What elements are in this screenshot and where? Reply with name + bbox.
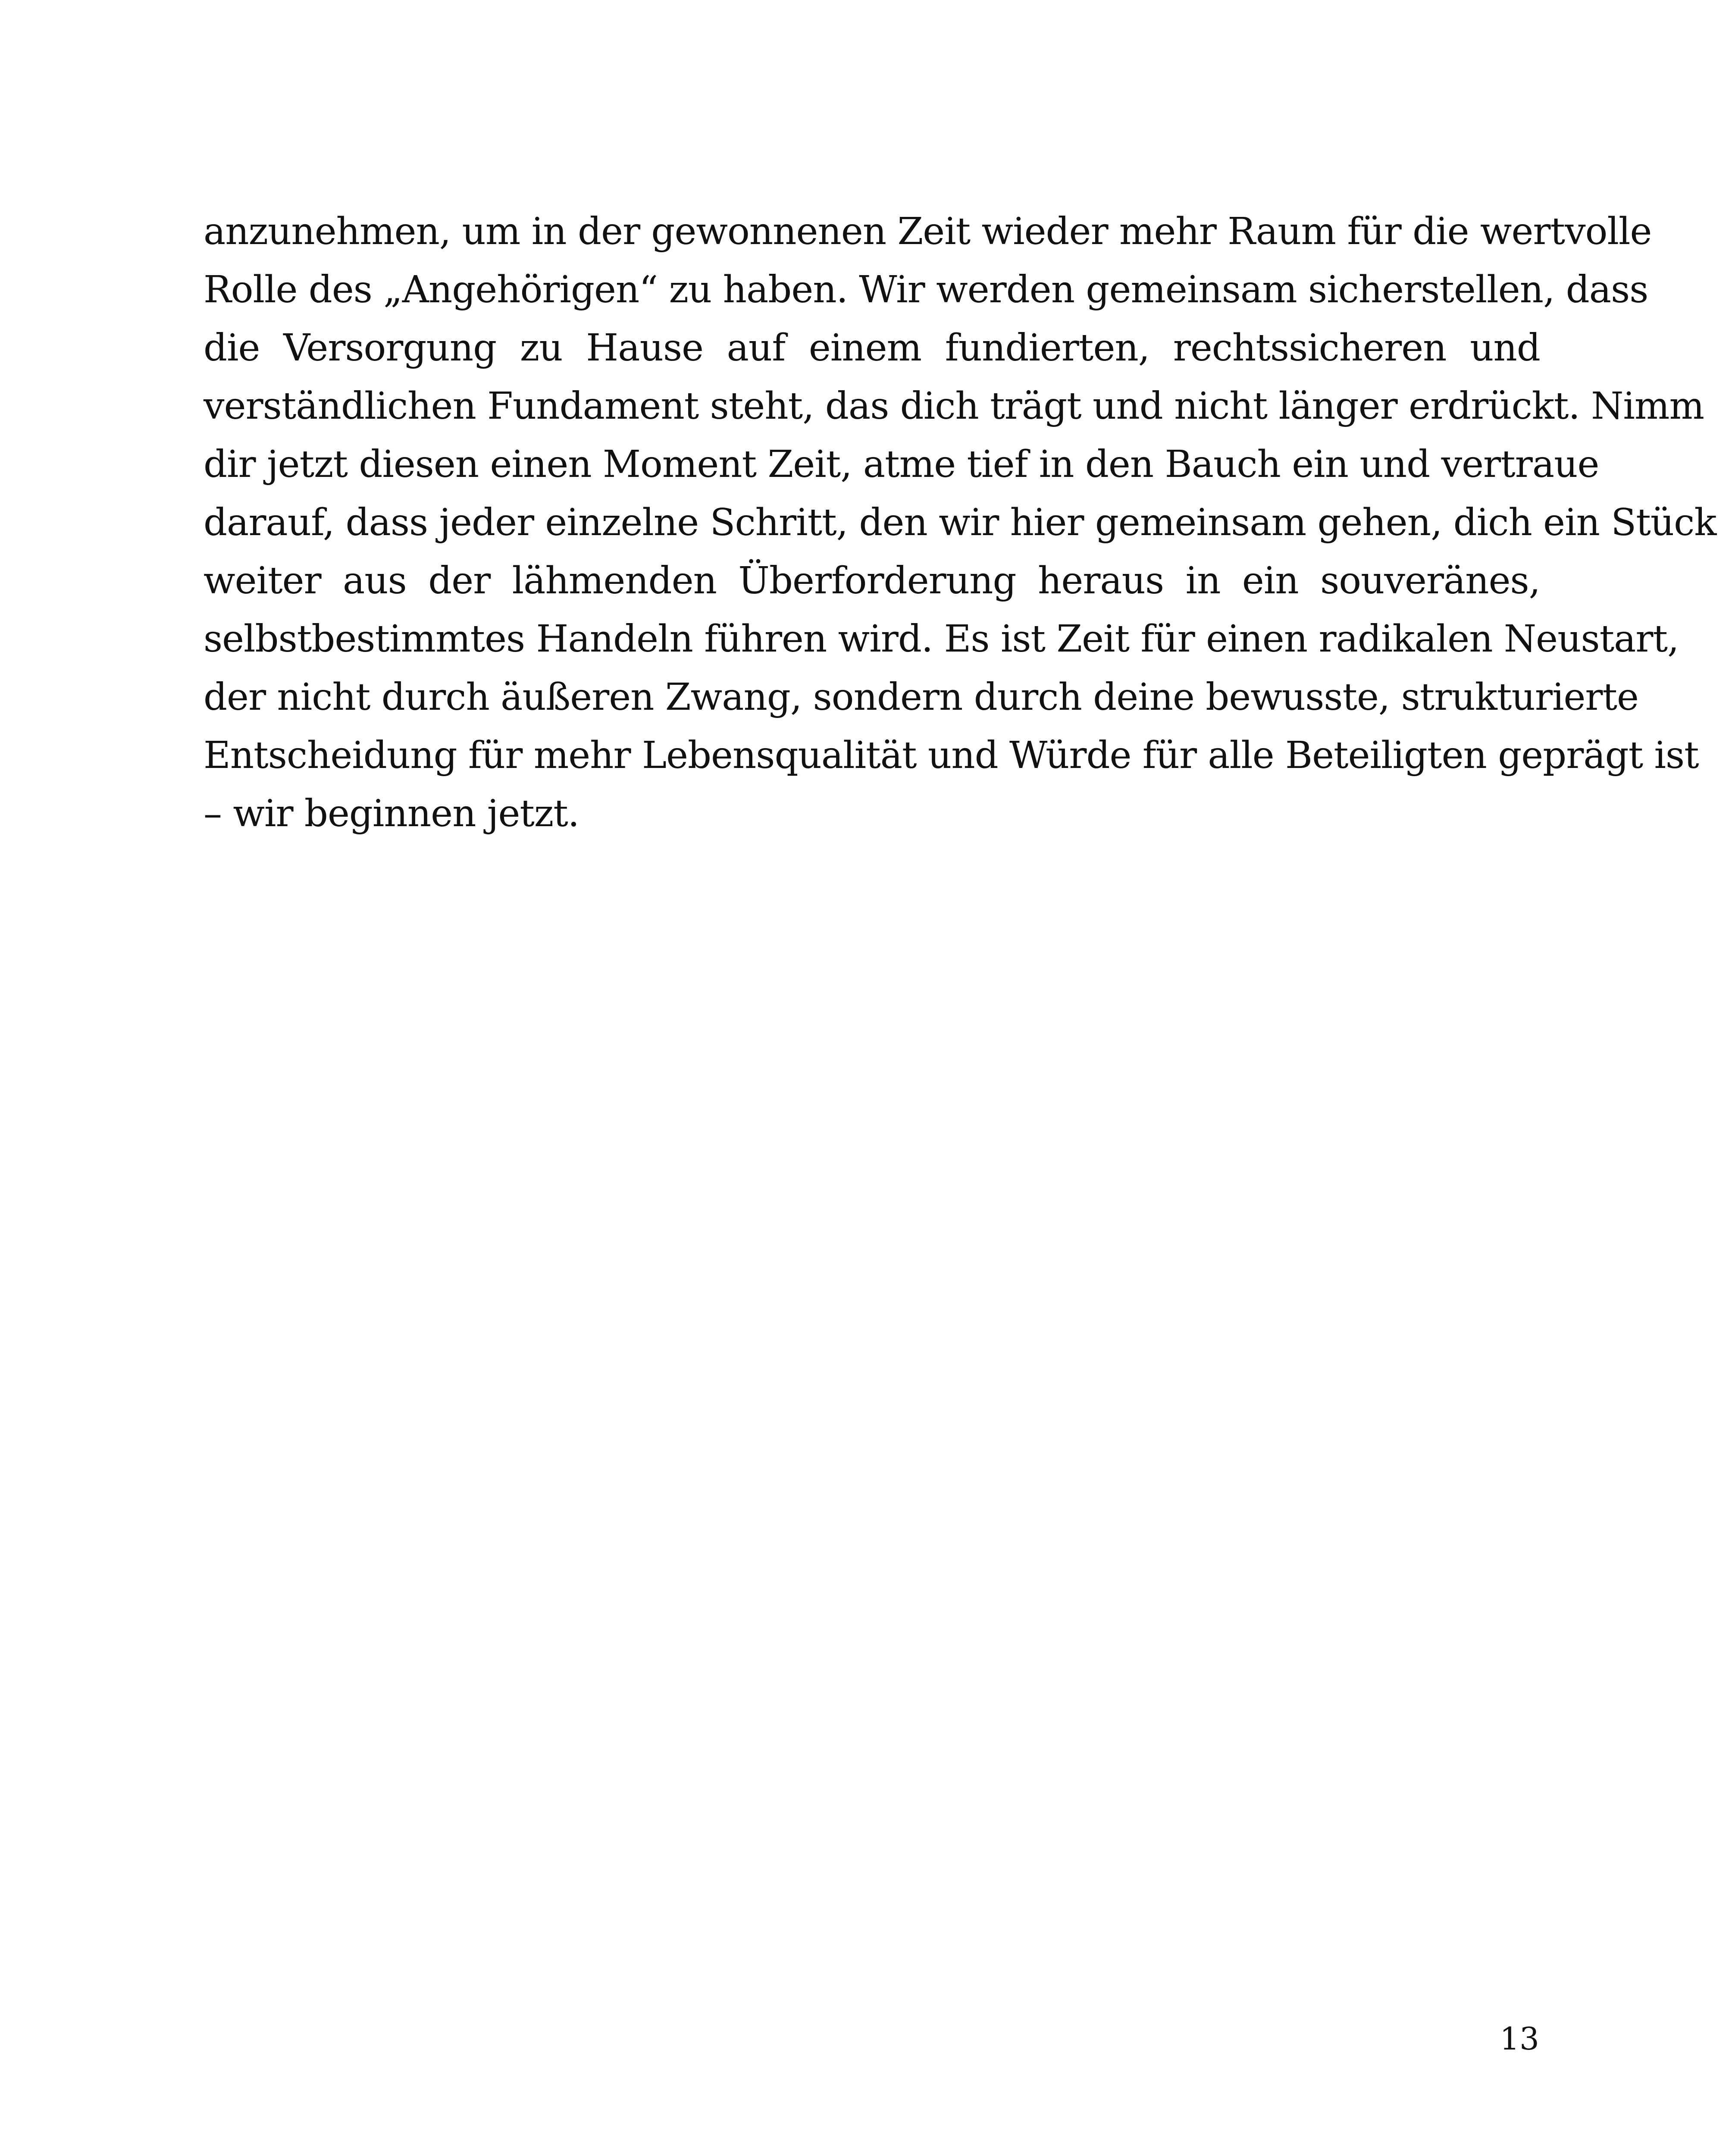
text-line: die Versorgung zu Hause auf einem fundierten, rechtssicheren und <box>204 326 1540 370</box>
text-line: Rolle des „Angehörigen“ zu haben. Wir werden gemeinsam sicherstellen, dass <box>204 268 1648 311</box>
text-line: der nicht durch äußeren Zwang, sondern durch deine bewusste, strukturierte <box>204 676 1638 719</box>
text-line: selbstbestimmtes Handeln führen wird. Es ist Zeit für einen radikalen Neustart, <box>204 617 1679 661</box>
text-line: verständlichen Fundament steht, das dich trägt und nicht länger erdrückt. Nimm <box>204 385 1704 428</box>
body-paragraph <box>204 203 1716 843</box>
page-number: 13 <box>1500 2021 1539 2057</box>
text-line: weiter aus der lähmenden Überforderung heraus in ein souveränes, <box>204 559 1540 602</box>
text-line: Entscheidung für mehr Lebensqualität und Würde für alle Beteiligten geprägt ist <box>204 734 1699 777</box>
text-line: anzunehmen, um in der gewonnenen Zeit wieder mehr Raum für die wertvolle <box>204 210 1652 253</box>
text-line: darauf, dass jeder einzelne Schritt, den wir hier gemeinsam gehen, dich ein Stück <box>204 501 1716 544</box>
text-line: dir jetzt diesen einen Moment Zeit, atme tief in den Bauch ein und vertraue <box>204 443 1599 486</box>
text-line-last: – wir beginnen jetzt. <box>204 792 579 835</box>
